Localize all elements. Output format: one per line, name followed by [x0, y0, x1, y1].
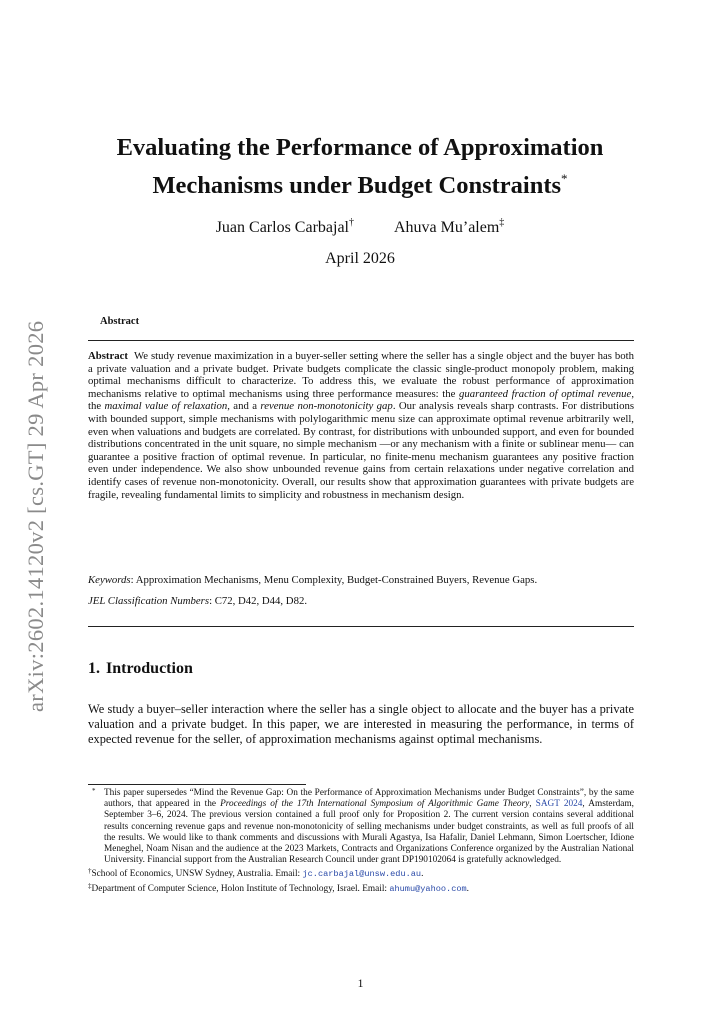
author-1: [216, 212, 354, 239]
keywords-line: [88, 574, 634, 587]
footnote-title-text-2: ,: [529, 799, 536, 810]
sagt-link[interactable]: SAGT 2024: [535, 799, 583, 810]
arxiv-identifier-stamp: [18, 272, 54, 712]
footnote-title-text-3: , Amsterdam, September 3–6, 2024. The previous version contained a full proof only for Proposition 2. The current version contains several additional results concerning revenue gaps and revenue non-monotonicity of selling mechanisms under budget constraints, as well as full proofs of all the results. We would like to thank comments and discussions with Murali Agastya, Isa Hafalir, Daniel Lehmann, Simon Loertscher, Idione Meneghel, Noam Nisan and the audience at the 2023 Markets, Contracts and Organizations Conference organized by the Australian National University. Financial support from the Australian Research Council under grant DP190102064 is gratefully acknowledged.: [104, 799, 634, 866]
abstract-measure-1: guaranteed fraction of optimal revenue: [459, 387, 632, 400]
author-2-name: Ahuva Mu’alem: [393, 219, 500, 236]
introduction-paragraph: We study a buyer–seller interaction where the seller has a single object to allocate and the buyer has a private valuation and a private budget. In this paper, we are interested in measuring the performance, in terms of expected revenue for the seller, of approximation mechanisms against optimal mechanisms.: [88, 702, 634, 747]
jel-label: JEL Classification Numbers: [88, 595, 210, 607]
footnote-title-text-1: This paper supersedes “Mind the Revenue Gap: On the Performance of Approximation Mechanisms under Budget Constraints”, by the same authors, that appeared in the: [104, 788, 634, 810]
footnote-title: [88, 788, 634, 866]
abstract-text-1: We study revenue maximization in a buyer-seller setting where the seller has a single object and the buyer has both a private valuation and a private budget. Private budgets complicate the classic single-product monopoly problem, making optimal mechanisms difficult to characterize. To address this, we evaluate the robust performance of approximation mechanisms relative to optimal mechanisms using three performance measures: the: [88, 350, 634, 400]
abstract-body: [88, 350, 634, 501]
author-1-name: Juan Carlos Carbajal: [215, 219, 349, 236]
footnote-proceedings: Proceedings of the 17th International Symposium of Algorithmic Game Theory: [220, 799, 530, 810]
author-2-email-link[interactable]: ahumu@yahoo.com: [389, 883, 467, 894]
title-line-2: [60, 163, 660, 201]
footnote-author-2-end: .: [466, 883, 469, 894]
jel-line: [88, 595, 634, 608]
abstract-measure-2: maximal value of relaxation: [104, 400, 228, 413]
footnote-separator: [88, 784, 306, 785]
keywords-label: Keywords: [88, 574, 131, 586]
footnote-author-1-end: .: [421, 869, 424, 880]
section-title: Introduction: [106, 660, 193, 677]
arxiv-identifier-text: arXiv:2602.14120v2 [cs.GT] 29 Apr 2026: [23, 320, 48, 712]
footnote-author-1-text: School of Economics, UNSW Sydney, Australia. Email:: [91, 869, 303, 880]
paper-title: [60, 132, 660, 201]
abstract-bottom-rule: [88, 626, 634, 627]
abstract-text-2: , the: [88, 387, 634, 413]
footnotes: [88, 788, 634, 895]
section-heading-introduction: [88, 660, 193, 678]
title-footnote-mark: *: [561, 171, 568, 186]
abstract-text-3: , and a: [227, 400, 261, 413]
footnote-title-mark: *: [92, 787, 96, 795]
author-1-mark: †: [348, 217, 354, 228]
abstract-top-rule: [88, 340, 634, 341]
footnote-author-2-text: Department of Computer Science, Holon Institute of Technology, Israel. Email:: [91, 883, 390, 894]
author-2: [394, 212, 504, 239]
abstract-text-4: . Our analysis reveals sharp contrasts. For distributions with bounded support, simple mechanisms with polylogarithmic menu size can approximate optimal revenue arbitrarily well, even when valuations and budgets are correlated. By contrast, for distributions with unbounded support, and even for bounded distributions concentrated in the unit square, no simple mechanism —or any mechanism with a finite or sublinear menu— can guarantee a positive fraction of optimal revenue. In particular, no finite-menu mechanism guarantees any positive fraction even under independence. We also show unbounded revenue gains from certain relaxations under negative correlation and identify cases of revenue non-monotonicity. Overall, our results show that approximation guarantees with private budgets are fragile, revealing fundamental limits to simplicity and robustness in mechanism design.: [88, 400, 635, 501]
author-list: [60, 212, 660, 239]
section-number: 1.: [88, 660, 100, 677]
author-2-mark: ‡: [499, 217, 505, 228]
abstract-lead: Abstract: [88, 350, 129, 362]
abstract-heading: Abstract: [100, 316, 140, 327]
title-line-1: Evaluating the Performance of Approximation: [116, 134, 604, 161]
footnote-author-2-mark: ‡: [88, 881, 92, 890]
footnote-author-1-mark: †: [88, 867, 92, 876]
footnote-author-2: [88, 881, 634, 895]
keywords-text: : Approximation Mechanisms, Menu Complexity, Budget-Constrained Buyers, Revenue Gaps.: [130, 574, 538, 586]
title-line-2-text: Mechanisms under Budget Constraints: [152, 172, 562, 199]
abstract-measure-3: revenue non-monotonicity gap: [260, 400, 393, 413]
author-1-email-link[interactable]: jc.carbajal@unsw.edu.au: [302, 869, 422, 880]
footnote-author-1: [88, 866, 634, 880]
jel-text: : C72, D42, D44, D82.: [209, 595, 308, 607]
publication-date: April 2026: [325, 250, 395, 267]
page-number: 1: [357, 976, 364, 990]
